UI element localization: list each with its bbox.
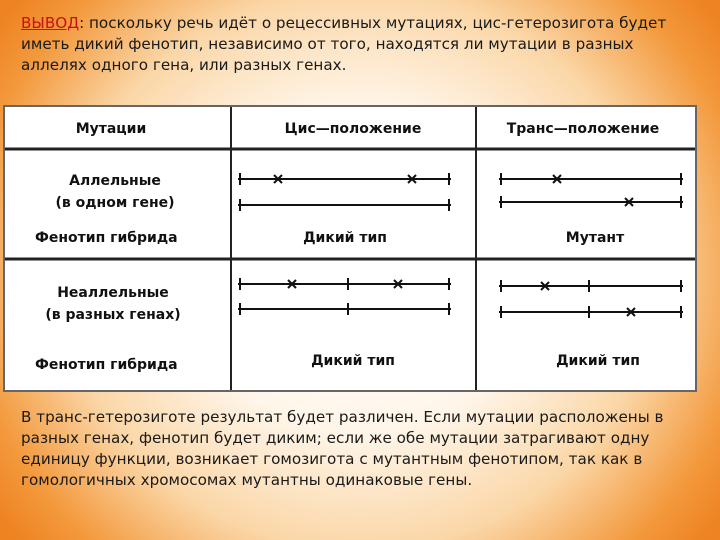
nonallelic-cis-chromosomes bbox=[238, 278, 451, 315]
conclusion-keyword: ВЫВОД bbox=[21, 14, 80, 32]
nonallelic-sublabel: (в разных генах) bbox=[45, 307, 181, 323]
conclusion-text: : поскольку речь идёт о рецессивных мутациях, цис-гетерозигота будет иметь дикий фенотип, независимо от того, находятся ли мутации в разных аллелях одного гена, или разных генах. bbox=[21, 14, 667, 74]
allelic-cis-result: Дикий тип bbox=[303, 230, 387, 246]
header-cis: Цис—положение bbox=[284, 121, 422, 137]
nonallelic-label: Неаллельные bbox=[57, 285, 169, 301]
mutation-table bbox=[3, 105, 697, 392]
mutation-table-drawing bbox=[5, 107, 699, 394]
allelic-trans-result: Мутант bbox=[565, 230, 625, 246]
allelic-label: Аллельные bbox=[69, 173, 161, 189]
allelic-phenotype-label: Фенотип гибрида bbox=[35, 230, 178, 246]
nonallelic-phenotype-label: Фенотип гибрида bbox=[35, 357, 178, 373]
nonallelic-trans-result: Дикий тип bbox=[556, 353, 640, 369]
nonallelic-cis-result: Дикий тип bbox=[311, 353, 395, 369]
conclusion-paragraph bbox=[21, 13, 701, 76]
header-trans: Транс—положение bbox=[506, 121, 660, 137]
allelic-cis-chromosomes bbox=[238, 173, 451, 211]
allelic-sublabel: (в одном гене) bbox=[55, 195, 175, 211]
nonallelic-trans-chromosomes bbox=[499, 280, 683, 318]
allelic-trans-chromosomes bbox=[499, 173, 683, 208]
trans-explanation-paragraph: В транс-гетерозиготе результат будет различен. Если мутации расположены в разных генах, фенотип будет диким; если же обе мутации затрагивают одну единицу функции, возникает гомозигота с мутантным фенотипом, так как в гомологичных хромосомах мутантны одинаковые гены. bbox=[21, 408, 664, 489]
header-mutations: Мутации bbox=[75, 121, 147, 137]
